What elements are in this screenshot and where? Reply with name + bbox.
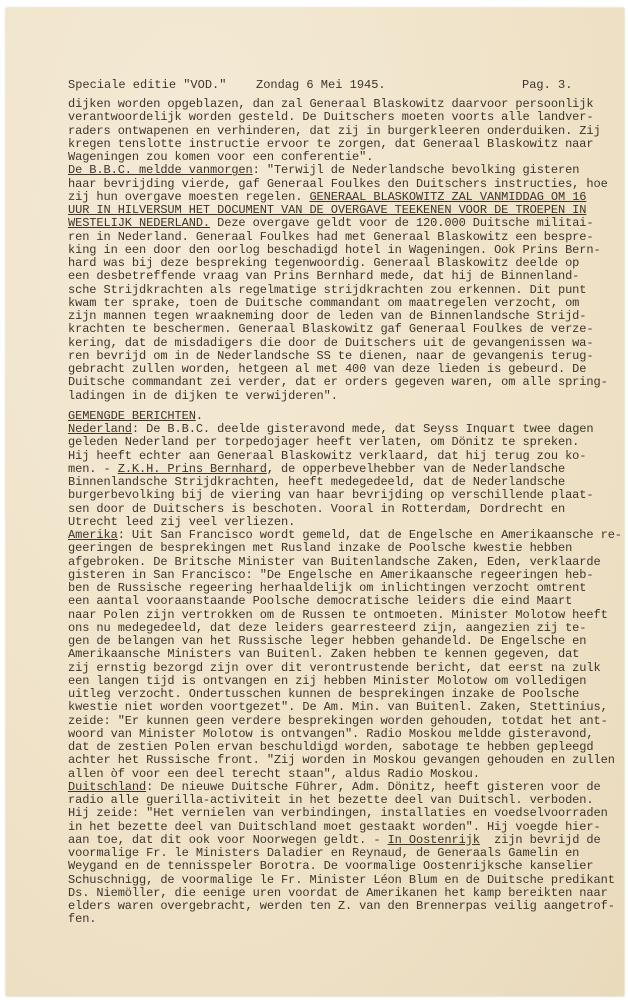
text-line: [68, 337, 594, 350]
text-line: [68, 609, 608, 622]
text-line: [68, 542, 572, 555]
text-line: [68, 794, 594, 807]
text-segment: woord van Minister Molotow is ontvangen". Radio Moskou meldde gisteravond,: [68, 726, 594, 741]
text-segment: radio alle guerilla-activiteit in het bezette deel van Duitschl. verboden.: [68, 793, 594, 807]
text-segment: Hij zeide: "Het vernielen van verbindingen, installaties en voedselvoorraden: [68, 806, 608, 821]
text-segment: elders waren overgebracht, werden ten Z. van den Brennerpas veilig aangetrof-: [68, 899, 615, 913]
text-segment: dat de zestien Polen ervan beschuldigd worden, sabotage te hebben gepleegd: [68, 740, 594, 754]
text-segment: zeide: "Er kunnen geen verdere besprekingen worden gehouden, totdat het ant-: [68, 713, 608, 728]
text-line: [68, 125, 601, 138]
text-line: [68, 151, 373, 164]
text-line: [68, 556, 601, 569]
text-line: [68, 297, 579, 310]
text-line: [68, 516, 295, 529]
text-segment: kwam ter sprake, toen de Duitsche commandant om maatregelen verzocht, om: [68, 295, 580, 310]
text-line: [68, 217, 594, 230]
text-segment: Ds. Niemöller, die eenige uren voordat de Amerikanen het kamp bereikten naar: [68, 885, 608, 900]
text-line: [68, 834, 601, 847]
text-line: [68, 476, 565, 489]
text-line: [68, 754, 615, 767]
text-segment: aan toe, dat dit ook voor Noorwegen geldt. -: [68, 832, 388, 847]
text-line: [68, 768, 480, 781]
text-line: [68, 138, 594, 151]
text-segment: Weygand en de tennisspeler Borotra. De voormalige Oostenrijksche kanselier: [68, 859, 594, 874]
text-segment: zij hun overgave moesten regelen.: [68, 189, 310, 204]
text-segment: raders ontwapenen en verhinderen, dat zij in burgerkleeren onderduiken. Zij: [68, 123, 601, 138]
text-line: [68, 178, 608, 191]
text-line: [68, 874, 615, 887]
text-segment: Schuschnigg, de voormalige le Fr. Minister Léon Blum en de Duitsche predikant: [68, 872, 615, 887]
text-segment: uitleg verzocht. Ondertusschen kunnen de besprekingen inzake de Poolsche: [68, 687, 580, 701]
text-line: [68, 595, 572, 608]
text-segment: in het bezette deel van Duitschland moet gestaakt worden". Hij voegde hier-: [68, 819, 601, 834]
text-line: [68, 350, 594, 363]
text-segment: naar Polen zijn vertrokken om de Russen te ontmoeten. Minister Molotow heeft: [68, 607, 608, 622]
text-segment: ben de Russische regeering herhaaldelijk om inlichtingen verzocht omtrent: [68, 581, 587, 595]
text-segment: een langen tijd is ontvangen en zij hebben Minister Molotow om volledigen: [68, 673, 587, 688]
text-segment: haar bevrijding vierde, gaf Generaal Foulkes den Duitschers instructies, hoe: [68, 176, 608, 191]
page-number: Pag. 3.: [522, 78, 573, 92]
text-line: [68, 887, 608, 900]
text-segment: : "Terwijl de Nederlandsche bevolking gisteren: [252, 163, 580, 178]
text-segment: .: [195, 408, 203, 423]
text-line: [68, 860, 594, 873]
text-segment: : De nieuwe Duitsche Führer, Adm. Dönitz, heeft gisteren voor de: [146, 779, 601, 794]
text-segment: Wageningen zou komen voor een conferentie".: [68, 150, 374, 164]
text-line: [68, 807, 608, 820]
text-line: [68, 323, 594, 336]
text-segment: ren in Nederland. Generaal Foulkes had met Generaal Blaskowitz een bespre-: [68, 229, 594, 244]
typed-newsletter-page: [6, 8, 624, 996]
text-segment: een desbetreffende vraag van Prins Bernhard mede, dat hij de Binnenland-: [68, 269, 580, 284]
text-line: [68, 390, 338, 403]
text-line: [68, 728, 594, 741]
underlined-heading: Duitschland: [68, 779, 147, 794]
text-line: [68, 913, 96, 926]
underlined-heading: Z.K.H. Prins Bernhard: [117, 461, 267, 476]
text-segment: geleden Nederland per torpedojager heeft verlaten, om Dönitz te spreken.: [68, 435, 580, 450]
underlined-heading: WESTELIJK NEDERLAND.: [68, 216, 211, 231]
text-segment: kering, dat de misdadigers die door de Duitschers uit de gevangenissen wa-: [68, 335, 594, 350]
text-line: [68, 376, 608, 389]
text-segment: verantwoordelijk worden gesteld. De Duitschers moeten voorts alle landver-: [68, 110, 594, 125]
text-segment: dijken worden opgeblazen, dan zal Generaal Blaskowitz daarvoor persoonlijk: [68, 97, 594, 111]
text-segment: kregen tenslotte instructie ervoor te zorgen, dat Generaal Blaskowitz naar: [68, 136, 594, 151]
underlined-heading: GEMENGDE BERICHTEN: [68, 408, 196, 423]
edition-label: Speciale editie "VOD.": [68, 78, 227, 92]
text-segment: gebracht zullen worden, hetgeen al met 400 van deze lieden is gebeurd. De: [68, 362, 587, 376]
text-segment: ladingen in de dijken te verwijderen".: [68, 388, 338, 403]
text-line: [68, 715, 608, 728]
text-line: [68, 284, 586, 297]
text-line: [68, 111, 594, 124]
text-segment: Deze overgave geldt voor de 120.000 Duitsche militai-: [210, 216, 594, 231]
text-segment: Amerikaansche Ministers van Buitenl. Zaken hebben te kennen gegeven, dat: [68, 647, 580, 662]
text-segment: gisteren in San Francisco: "De Engelsche en Amerikaansche regeeringen heb-: [68, 567, 594, 582]
text-segment: geeringen de besprekingen met Rusland inzake de Poolsche kwestie hebben: [68, 541, 573, 556]
text-segment: voormalige Fr. le Ministers Daladier en Reynaud, de Generaals Gamelin en: [68, 846, 580, 860]
issue-date: Zondag 6 Mei 1945.: [256, 78, 386, 92]
text-segment: ren bevrijd om in de Nederlandsche SS te dienen, naar de gevangenis terug-: [68, 348, 594, 363]
text-line: [68, 489, 594, 502]
text-segment: : De B.B.C. deelde gisteravond mede, dat Seyss Inquart twee dagen: [131, 422, 594, 436]
text-segment: sen door de Duitschers is beschoten. Vooral in Rotterdam, Dordrecht en: [68, 501, 566, 516]
text-segment: Duitsche commandant zei verder, dat er orders gegeven waren, om alle spring-: [68, 375, 608, 390]
text-line: [68, 821, 601, 834]
text-line: [68, 98, 594, 111]
text-line: [68, 436, 579, 449]
text-segment: zijn mannen tegen wraakneming door de leden van de Binnenlandsche Strijd-: [68, 309, 587, 323]
text-segment: hard was bij deze bespreking tegenwoordig. Generaal Blaskowitz deelde op: [68, 256, 580, 270]
text-segment: gen de belangen van het Russische leger hebben gehandeld. De Engelsche en: [68, 634, 587, 648]
text-line: [68, 781, 601, 794]
text-segment: men. -: [68, 461, 118, 476]
text-line: [68, 410, 203, 423]
text-segment: een aantal vooraanstaande Poolsche democratische leiders die eind Maart: [68, 594, 573, 609]
text-line: [68, 244, 601, 257]
text-line: [68, 204, 586, 217]
text-segment: krachten te beschermen. Generaal Blaskowitz gaf Generaal Foulkes de verze-: [68, 322, 594, 337]
text-line: [68, 191, 586, 204]
text-line: [68, 529, 622, 542]
text-segment: sche Strijdkrachten als regelmatige strijdkrachten zou erkennen. Dit punt: [68, 282, 587, 297]
text-line: [68, 450, 586, 463]
text-line: [68, 231, 594, 244]
underlined-heading: In Oostenrijk: [387, 832, 480, 847]
text-segment: achter het Russische front. "Zij worden in Moskou gevangen gehouden en zullen: [68, 753, 615, 768]
text-line: [68, 164, 579, 177]
underlined-heading: De B.B.C. meldde vanmorgen: [68, 163, 253, 178]
text-line: [68, 688, 579, 701]
text-segment: ons nu medegedeeld, dat deze leiders gearresteerd zijn, aangezien zij te-: [68, 620, 587, 635]
underlined-heading: GENERAAL BLASKOWITZ ZAL VANMIDDAG OM 16: [309, 189, 587, 204]
text-line: [68, 900, 615, 913]
text-line: [68, 257, 579, 270]
underlined-heading: Nederland: [68, 422, 132, 436]
text-line: [68, 847, 579, 860]
text-line: [68, 675, 586, 688]
text-segment: : Uit San Francisco wordt gemeld, dat de Engelsche en Amerikaansche re-: [117, 528, 622, 542]
text-line: [68, 310, 586, 323]
text-line: [68, 701, 608, 714]
text-line: [68, 741, 594, 754]
text-line: [68, 503, 565, 516]
text-line: [68, 463, 565, 476]
text-line: [68, 423, 594, 436]
text-segment: zijn bevrijd de: [479, 832, 601, 847]
underlined-heading: Amerika: [68, 528, 118, 542]
text-segment: Hij heeft echter aan Generaal Blaskowitz verklaard, dat hij terug zou ko-: [68, 448, 587, 463]
text-segment: Binnenlandsche Strijdkrachten, heeft medegedeeld, dat de Nederlandsche: [68, 475, 566, 489]
text-line: [68, 648, 579, 661]
text-line: [68, 270, 579, 283]
text-line: [68, 622, 586, 635]
text-segment: afgebroken. De Britsche Minister van Buitenlandsche Zaken, Eden, verklaarde: [68, 554, 601, 569]
text-segment: zij ernstig bezorgd zijn over dit verontrustende bericht, dat eerst na zulk: [68, 660, 601, 675]
text-segment: allen òf voor een deel terecht staan", aldus Radio Moskou.: [68, 766, 480, 781]
text-line: [68, 635, 586, 648]
text-line: [68, 662, 601, 675]
underlined-heading: UUR IN HILVERSUM HET DOCUMENT VAN DE OVERGAVE TEEKENEN VOOR DE TROEPEN IN: [68, 203, 587, 217]
text-segment: burgerbevolking bij de viering van haar bevrijding op verschillende plaat-: [68, 488, 594, 503]
text-segment: kwestie niet worden voortgezet". De Am. Min. van Buitenl. Zaken, Stettinius,: [68, 700, 608, 715]
text-segment: , de opperbevelhebber van de Nederlandsche: [266, 461, 566, 476]
text-line: [68, 363, 586, 376]
text-segment: king in een door den oorlog beschadigd hotel in Wageningen. Ook Prins Bern-: [68, 242, 601, 257]
text-segment: Utrecht leed zij veel verliezen.: [68, 514, 296, 529]
text-segment: fen.: [68, 912, 97, 927]
text-line: [68, 569, 594, 582]
text-line: [68, 582, 586, 595]
